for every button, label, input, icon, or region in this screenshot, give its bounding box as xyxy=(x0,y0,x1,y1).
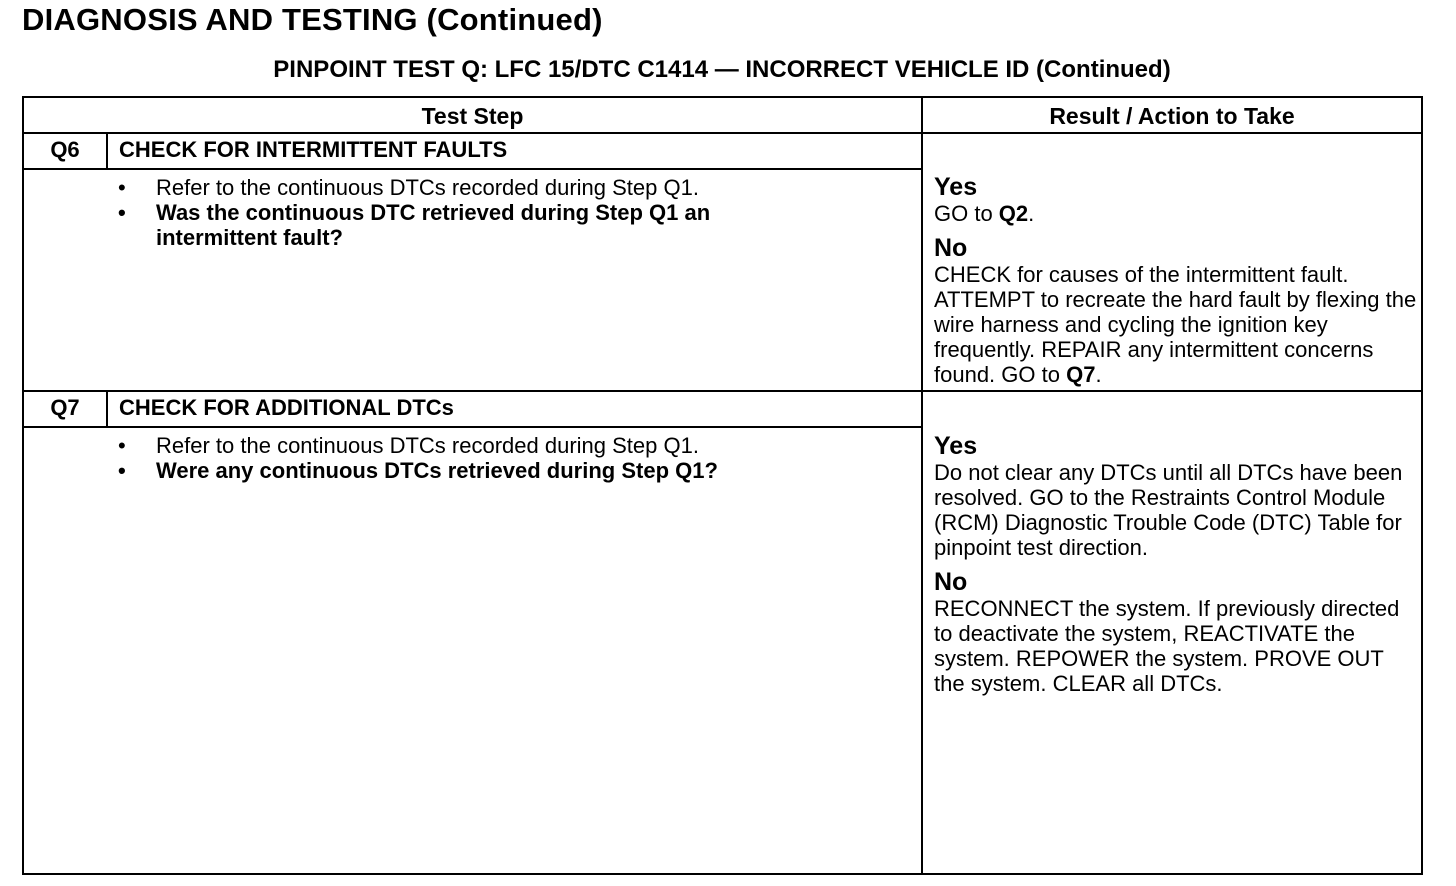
no-label: No xyxy=(934,234,968,262)
step-title: CHECK FOR INTERMITTENT FAULTS xyxy=(119,137,508,162)
pinpoint-test-title: PINPOINT TEST Q: LFC 15/DTC C1414 — INCORRECT VEHICLE ID (Continued) xyxy=(273,56,1171,83)
result-block xyxy=(934,173,1420,387)
no-label: No xyxy=(934,568,968,596)
q7-title-divider xyxy=(24,426,921,428)
page-heading: DIAGNOSIS AND TESTING (Continued) xyxy=(22,2,603,37)
header-test-step: Test Step xyxy=(421,103,524,129)
goto-step-link: Q2 xyxy=(998,201,1029,226)
instruction-question xyxy=(114,200,814,250)
q7-id-divider xyxy=(106,390,108,426)
question-text: Was the continuous DTC retrieved during Step Q1 an intermittent fault? xyxy=(156,200,711,250)
step-id: Q6 xyxy=(50,137,80,162)
q6-id-divider xyxy=(106,132,108,168)
bullet-marker: • xyxy=(118,200,126,225)
instruction-item xyxy=(114,433,814,458)
step-instructions xyxy=(114,175,814,250)
pinpoint-test-table xyxy=(22,96,1423,875)
no-action-text: RECONNECT the system. If previously directed to deactivate the system, REACTIVATE the system. REPOWER the system. PROVE OUT the system. CLEAR all DTCs. xyxy=(934,596,1400,696)
header-result-action: Result / Action to Take xyxy=(1049,103,1295,129)
yes-label: Yes xyxy=(934,432,978,460)
bullet-marker: • xyxy=(118,458,126,483)
instruction-question xyxy=(114,458,814,483)
step-id: Q7 xyxy=(50,395,80,420)
yes-action-text: GO to xyxy=(934,201,999,226)
yes-action xyxy=(934,201,1420,226)
bullet-marker: • xyxy=(118,175,126,200)
punctuation: . xyxy=(1095,362,1102,387)
punctuation: . xyxy=(1028,201,1035,226)
bullet-marker: • xyxy=(118,433,126,458)
header-divider xyxy=(24,132,1421,134)
step-title: CHECK FOR ADDITIONAL DTCs xyxy=(119,395,454,420)
yes-action-text: Do not clear any DTCs until all DTCs have been resolved. GO to the Restraints Control Module (RCM) Diagnostic Trouble Code (DTC) Table for pinpoint test direction. xyxy=(934,460,1403,560)
no-action-text: CHECK for causes of the intermittent fault. ATTEMPT to recreate the hard fault by flexing the wire harness and cycling the ignition key frequently. REPAIR any intermittent concerns found. GO to xyxy=(934,262,1417,387)
yes-label: Yes xyxy=(934,173,978,201)
instruction-text: Refer to the continuous DTCs recorded during Step Q1. xyxy=(156,433,699,458)
result-block xyxy=(934,432,1420,696)
question-text: Were any continuous DTCs retrieved during Step Q1? xyxy=(156,458,718,483)
no-action xyxy=(934,262,1420,387)
instruction-item xyxy=(114,175,814,200)
step-instructions xyxy=(114,433,814,483)
goto-step-link: Q7 xyxy=(1066,362,1096,387)
step-divider xyxy=(24,390,1421,392)
column-divider xyxy=(921,98,923,873)
q6-title-divider xyxy=(24,168,921,170)
instruction-text: Refer to the continuous DTCs recorded during Step Q1. xyxy=(156,175,699,200)
